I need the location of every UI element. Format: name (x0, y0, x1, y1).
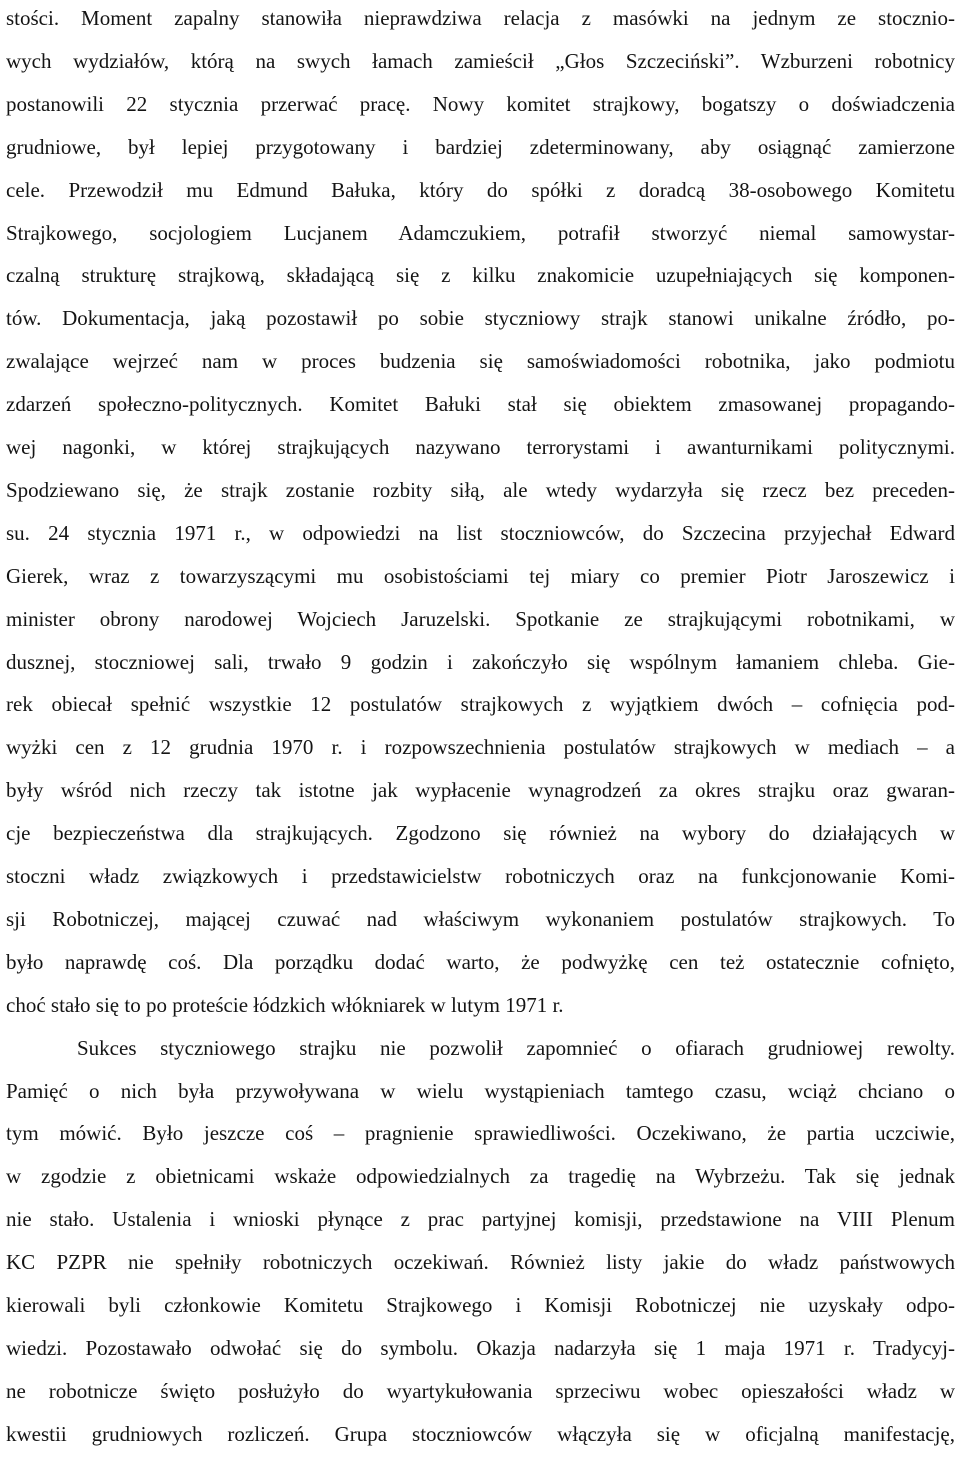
text-line: w zgodzie z obietnicami wskaże odpowiedzialnych za tragedię na Wybrzeżu. Tak się jednak (6, 1164, 955, 1189)
text-line: kwestii grudniowych rozliczeń. Grupa stoczniowców włączyła się w oficjalną manifestację, (6, 1421, 955, 1446)
text-line: KC PZPR nie spełniły robotniczych oczekiwań. Również listy jakie do władz państwowych (6, 1250, 955, 1275)
text-line: dusznej, stoczniowej sali, trwało 9 godzin i zakończyło się wspólnym łamaniem chleba. Gie- (6, 649, 955, 674)
text-line: Gierek, wraz z towarzyszącymi mu osobistościami tej miary co premier Piotr Jaroszewicz i (6, 563, 955, 588)
text-line: ne robotnicze święto posłużyło do wyartykułowania sprzeciwu wobec opieszałości władz w (6, 1378, 955, 1403)
text-line: wiedzi. Pozostawało odwołać się do symbolu. Okazja nadarzyła się 1 maja 1971 r. Tradycyj- (6, 1335, 955, 1360)
text-line: Spodziewano się, że strajk zostanie rozbity siłą, ale wtedy wydarzyła się rzecz bez preceden- (6, 477, 955, 502)
text-line: wych wydziałów, którą na swych łamach zamieścił „Głos Szczeciński”. Wzburzeni robotnicy (6, 48, 955, 73)
text-line: su. 24 stycznia 1971 r., w odpowiedzi na list stoczniowców, do Szczecina przyjechał Edward (6, 520, 955, 545)
text-line: wyżki cen z 12 grudnia 1970 r. i rozpowszechnienia postulatów strajkowych w mediach – a (6, 735, 955, 760)
text-line: nie stało. Ustalenia i wnioski płynące z prac partyjnej komisji, przedstawione na VIII Plenum (6, 1207, 955, 1232)
text-line: sji Robotniczej, mającej czuwać nad właściwym wykonaniem postulatów strajkowych. To (6, 906, 955, 931)
text-line: kierowali byli członkowie Komitetu Strajkowego i Komisji Robotniczej nie uzyskały odpo- (6, 1293, 955, 1317)
text-line: wej nagonki, w której strajkujących nazywano terrorystami i awanturnikami politycznymi. (6, 435, 955, 459)
text-line: Sukces styczniowego strajku nie pozwolił zapomnieć o ofiarach grudniowej rewolty. (77, 1035, 955, 1060)
text-line: Strajkowego, socjologiem Lucjanem Adamczukiem, potrafił stworzyć niemal samowystar- (6, 220, 955, 245)
text-line: stości. Moment zapalny stanowiła nieprawdziwa relacja z masówki na jednym ze stocznio- (6, 6, 955, 30)
text-line: cele. Przewodził mu Edmund Bałuka, który do spółki z doradcą 38-osobowego Komitetu (6, 177, 955, 202)
text-line: minister obrony narodowej Wojciech Jaruzelski. Spotkanie ze strajkującymi robotnikami, w (6, 606, 955, 631)
text-line: choć stało się to po proteście łódzkich włókniarek w lutym 1971 r. (6, 992, 564, 1017)
text-line: zdarzeń społeczno-politycznych. Komitet Bałuki stał się obiektem zmasowanej propagando- (6, 392, 955, 417)
text-line: stoczni władz związkowych i przedstawicielstw robotniczych oraz na funkcjonowanie Komi- (6, 864, 955, 888)
text-line: było naprawdę coś. Dla porządku dodać warto, że podwyżkę cen też ostatecznie cofnięto, (6, 949, 955, 974)
text-line: tów. Dokumentacja, jaką pozostawił po sobie styczniowy strajk stanowi unikalne źródło, po- (6, 306, 955, 331)
text-line: rek obiecał spełnić wszystkie 12 postulatów strajkowych z wyjątkiem dwóch – cofnięcia pod- (6, 692, 955, 717)
text-line: postanowili 22 stycznia przerwać pracę. Nowy komitet strajkowy, bogatszy o doświadczenia (6, 91, 955, 116)
text-line: zwalające wejrzeć nam w proces budzenia się samoświadomości robotnika, jako podmiotu (6, 349, 955, 374)
text-line: tym mówić. Było jeszcze coś – pragnienie sprawiedliwości. Oczekiwano, że partia uczciwie, (6, 1121, 955, 1146)
text-line: były wśród nich rzeczy tak istotne jak wypłacenie wynagrodzeń za okres strajku oraz gwaran- (6, 778, 955, 803)
text-line: grudniowe, był lepiej przygotowany i bardziej zdeterminowany, aby osiągnąć zamierzone (6, 134, 955, 159)
text-line: Pamięć o nich była przywoływana w wielu wystąpieniach tamtego czasu, wciąż chciano o (6, 1078, 955, 1103)
text-line: cje bezpieczeństwa dla strajkujących. Zgodzono się również na wybory do działających w (6, 821, 955, 846)
text-line: czalną strukturę strajkową, składającą się z kilku znakomicie uzupełniających się komponen- (6, 263, 955, 288)
